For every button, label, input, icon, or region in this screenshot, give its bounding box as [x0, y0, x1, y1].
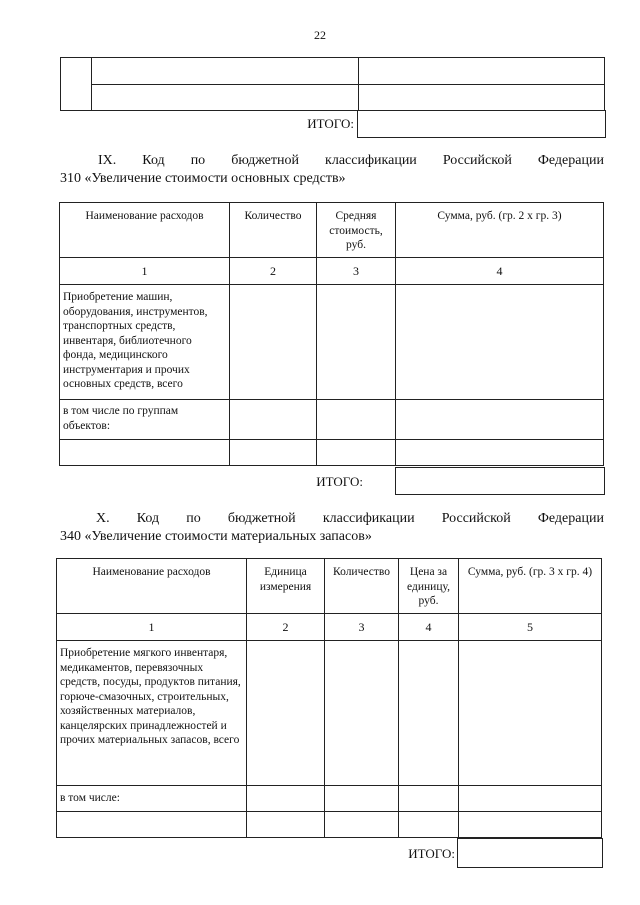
table-cell [359, 85, 605, 111]
table-cell [61, 58, 92, 111]
column-header: Наименование расходов [60, 203, 230, 258]
column-header: Сумма, руб. (гр. 3 х гр. 4) [459, 559, 602, 614]
column-header: Наименование расходов [57, 559, 247, 614]
table-cell [325, 786, 399, 812]
column-number: 3 [317, 258, 396, 285]
column-header: Единица измерения [247, 559, 325, 614]
table-cell [396, 400, 604, 440]
total-label: ИТОГО: [307, 116, 354, 131]
row-label: в том числе: [57, 786, 247, 812]
table-cell [247, 812, 325, 838]
section-9-table [59, 202, 604, 466]
table-cell [399, 812, 459, 838]
heading-line-2: 340 «Увеличение стоимости материальных запасов» [60, 529, 372, 544]
table-cell [247, 641, 325, 786]
heading-word: бюджетной [231, 153, 300, 168]
section-10-heading [60, 510, 604, 546]
row-label: Приобретение машин, оборудования, инструментов, транспортных средств, инвентаря, библиотечного фонда, медицинского инструментария и прочих основных средств, всего [60, 285, 230, 400]
heading-word: по [190, 153, 206, 168]
column-number: 2 [247, 614, 325, 641]
table-cell [92, 85, 359, 111]
column-number: 1 [60, 258, 230, 285]
column-number: 2 [230, 258, 317, 285]
top-table [60, 57, 605, 111]
heading-word: по [186, 511, 201, 526]
section-10-table [56, 558, 602, 838]
column-header: Количество [325, 559, 399, 614]
column-header: Количество [230, 203, 317, 258]
heading-word: Российской [442, 153, 512, 168]
total-value-field [357, 110, 606, 138]
heading-word: Российской [441, 511, 511, 526]
total-value-field [457, 838, 603, 868]
heading-word: классификации [325, 153, 417, 168]
table-cell [396, 285, 604, 400]
table-cell [317, 400, 396, 440]
row-label [60, 440, 230, 466]
total-value-field [395, 467, 605, 495]
heading-word: Код [142, 153, 165, 168]
table-cell [399, 641, 459, 786]
table-cell [459, 641, 602, 786]
page-number: 22 [314, 28, 326, 42]
table-cell [230, 400, 317, 440]
row-label [57, 812, 247, 838]
heading-word: Федерации [537, 153, 604, 168]
total-label: ИТОГО: [316, 474, 363, 489]
table-cell [459, 812, 602, 838]
table-cell [325, 641, 399, 786]
column-header: Средняя стоимость, руб. [317, 203, 396, 258]
total-label: ИТОГО: [408, 846, 455, 861]
table-cell [459, 786, 602, 812]
heading-word: Код [136, 511, 160, 526]
table-cell [399, 786, 459, 812]
column-number: 4 [396, 258, 604, 285]
heading-line-2: 310 «Увеличение стоимости основных средств» [60, 171, 346, 186]
table-cell [359, 58, 605, 85]
heading-word: X. [96, 511, 110, 526]
table-cell [317, 285, 396, 400]
column-header: Сумма, руб. (гр. 2 х гр. 3) [396, 203, 604, 258]
table-cell [230, 440, 317, 466]
column-number: 1 [57, 614, 247, 641]
column-number: 3 [325, 614, 399, 641]
table-cell [325, 812, 399, 838]
table-cell [92, 58, 359, 85]
heading-word: Федерации [537, 511, 604, 526]
table-cell [247, 786, 325, 812]
heading-word: классификации [322, 511, 415, 526]
column-number: 5 [459, 614, 602, 641]
column-number: 4 [399, 614, 459, 641]
heading-word: IX. [98, 153, 117, 168]
column-header: Цена за единицу, руб. [399, 559, 459, 614]
table-cell [230, 285, 317, 400]
row-label: в том числе по группам объектов: [60, 400, 230, 440]
section-9-heading [60, 152, 604, 188]
table-cell [317, 440, 396, 466]
table-cell [396, 440, 604, 466]
row-label: Приобретение мягкого инвентаря, медикаментов, перевязочных средств, посуды, продуктов питания, горюче-смазочных, строительных, хозяйственных материалов, канцелярских принадлежностей и прочих материальных запасов, всего [57, 641, 247, 786]
heading-word: бюджетной [227, 511, 296, 526]
